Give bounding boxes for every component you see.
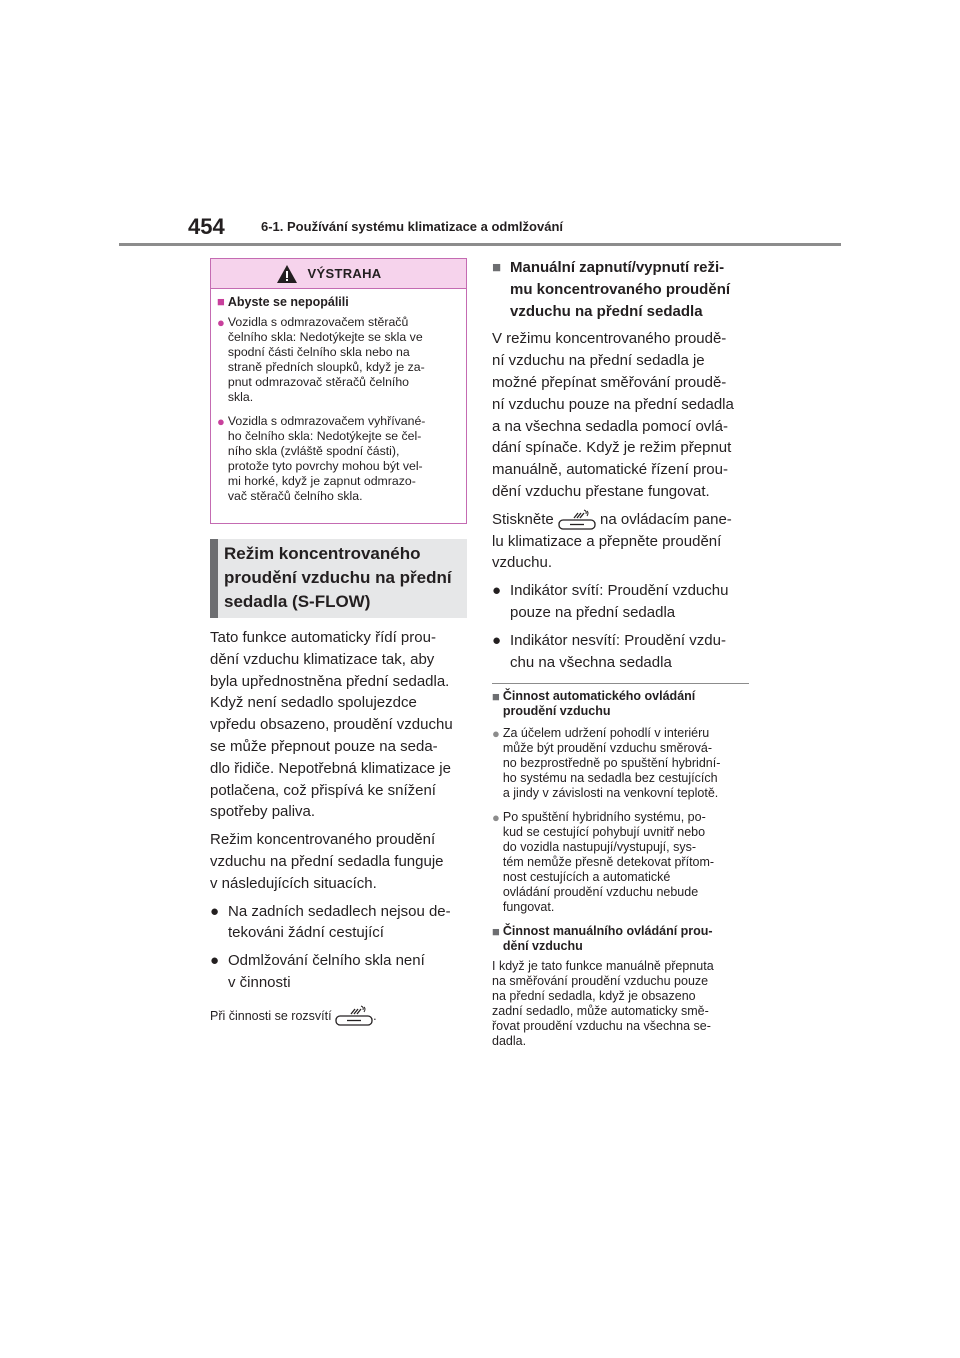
s-flow-button-icon: [335, 1004, 373, 1026]
warning-item: ● Vozidla s odmrazovačem stěračů čelního skla: Nedotýkejte se skla ve spodní části čelního skla nebo na straně předních sloupků, když je za- pnut odmrazovač stěračů čelního skla.: [217, 315, 425, 404]
warning-triangle-icon: [276, 264, 298, 284]
note-item: ● Po spuštění hybridního systému, po- kud se cestující pohybují uvnitř nebo do vozidla nastupují/vystupují, sys- tém nemůže přesně detekovat přítom- nost cestujících a automatické ovládání proudění vzduchu nebude fungovat.: [492, 810, 715, 914]
warning-subtitle: ■ Abyste se nepopálili: [217, 294, 349, 309]
section-heading: Režim koncentrovaného proudění vzduchu na přední sedadla (S-FLOW): [210, 539, 467, 618]
paragraph: V režimu koncentrovaného proudě- ní vzduchu na přední sedadla je možné přepínat směřování proudě- ní vzduchu pouze na přední sedadla a na všechna sedadla pomocí ovlá- dání spínače. Když je režim přepnut manuálně, automatické řízení prou- dění vzduchu přestane fungovat.: [492, 330, 734, 500]
square-bullet-icon: ■: [217, 294, 225, 309]
s-flow-button-icon: [558, 508, 596, 530]
paragraph: Režim koncentrovaného proudění vzduchu na přední sedadla funguje v následujících situacích.: [210, 831, 444, 892]
warning-title: VÝSTRAHA: [307, 266, 382, 281]
right-column: [492, 257, 754, 673]
circle-bullet-icon: ●: [217, 315, 225, 330]
notes-section: [492, 689, 754, 1049]
warning-box: [210, 258, 467, 524]
subheading: ■ Manuální zapnutí/vypnutí reži- mu koncentrovaného proudění vzduchu na přední sedadla: [492, 257, 754, 322]
divider: [492, 683, 749, 684]
warning-item: ● Vozidla s odmrazovačem vyhřívané- ho čelního skla: Nedotýkejte se čel- ního skla (zvláště spodní části), protože tyto povrchy mohou být vel- mi horké, když je zapnut odmrazo- vač stěračů čelního skla.: [217, 414, 426, 503]
list-item: ● Indikátor svítí: Proudění vzduchu pouze na přední sedadla: [492, 580, 754, 624]
circle-bullet-icon: ●: [217, 414, 225, 429]
bullet-icon: ●: [492, 582, 502, 600]
note-text: I když je tato funkce manuálně přepnuta na směřování proudění vzduchu pouze na přední sedadla, když je obsazeno zadní sedadlo, může automaticky smě- řovat proudění vzduchu na všechna se- dadla.: [492, 959, 714, 1048]
note-heading: ■ Činnost automatického ovládání proudění vzduchu: [492, 689, 696, 718]
square-bullet-icon: ■: [492, 689, 500, 704]
list-item: ● Odmlžování čelního skla není v činnosti: [210, 950, 472, 994]
square-bullet-icon: ■: [492, 259, 502, 276]
paragraph: Tato funkce automaticky řídí prou- dění vzduchu klimatizace tak, aby byla upřednostněna přední sedadla. Když není sedadlo spolujezdce vpředu obsazeno, proudění vzduchu se může přepnout pouze na seda- dlo řidiče. Nepotřebná klimatizace je potlačena, což přispívá ke snížení spotřeby paliva.: [210, 629, 453, 821]
bullet-icon: ●: [210, 902, 220, 920]
page-number: 454: [188, 214, 225, 239]
square-bullet-icon: ■: [492, 924, 500, 939]
circle-bullet-icon: ●: [492, 726, 500, 741]
bullet-icon: ●: [210, 952, 220, 970]
bullet-icon: ●: [492, 631, 502, 649]
paragraph: Stiskněte na ovládacím pane- lu klimatizace a přepněte proudění vzduchu.: [492, 508, 754, 574]
list-item: ● Indikátor nesvítí: Proudění vzdu- chu na všechna sedadla: [492, 630, 754, 674]
circle-bullet-icon: ●: [492, 810, 500, 825]
section-title: 6-1. Používání systému klimatizace a odmlžování: [261, 219, 563, 234]
note-item: ● Za účelem udržení pohodlí v interiéru může být proudění vzduchu směrová- no bezprostředně po spuštění hybridní- ho systému na sedadla bez cestujících a jindy v závislosti na venkovní teplotě.: [492, 726, 721, 800]
header-rule: [119, 243, 841, 246]
warning-header: [211, 259, 466, 289]
list-item: ● Na zadních sedadlech nejsou de- tekováni žádní cestující: [210, 901, 472, 945]
note-heading: ■ Činnost manuálního ovládání prou- dění vzduchu: [492, 924, 713, 953]
note: Při činnosti se rozsvítí .: [210, 1004, 472, 1026]
left-column: [210, 627, 472, 1026]
